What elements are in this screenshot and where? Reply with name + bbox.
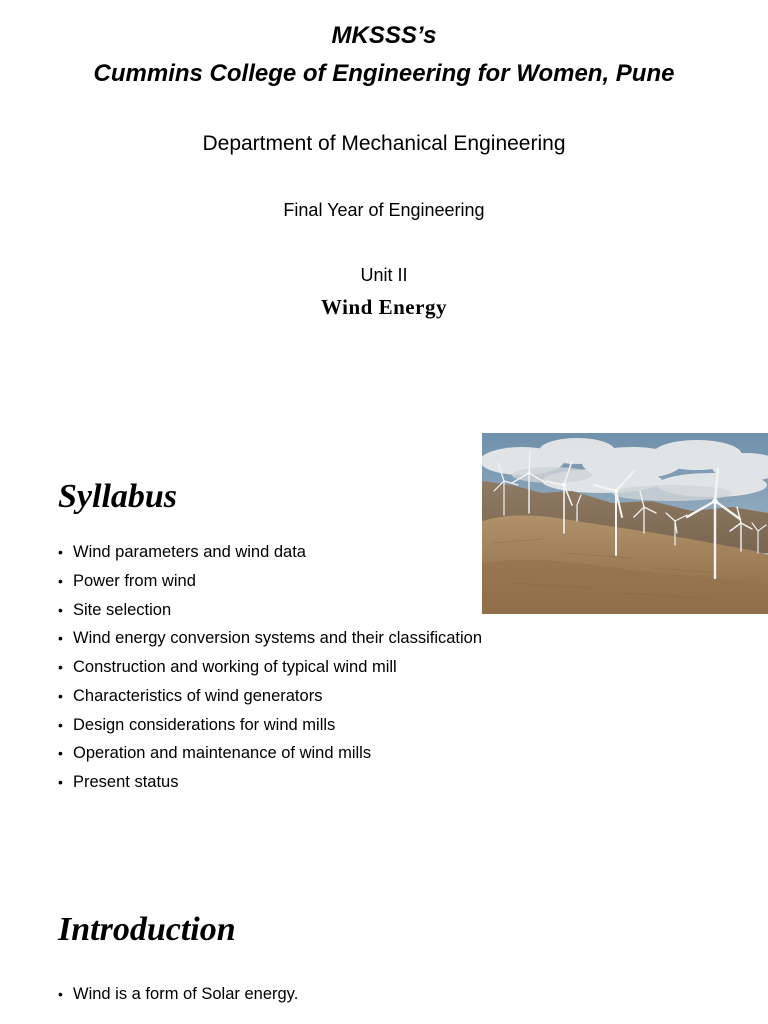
list-item	[58, 596, 482, 625]
syllabus-list	[58, 538, 482, 797]
bullet-icon: •	[58, 601, 63, 618]
bullet-icon: •	[58, 986, 63, 1002]
department-title: Department of Mechanical Engineering	[202, 132, 566, 155]
bullet-icon: •	[58, 659, 63, 675]
list-item-text: Design considerations for wind mills	[73, 715, 336, 734]
list-item	[58, 711, 482, 740]
list-item	[58, 538, 482, 567]
introduction-list	[58, 980, 298, 1009]
list-item	[58, 980, 298, 1009]
list-item	[58, 624, 482, 653]
list-item-text: Power from wind	[73, 571, 196, 590]
bullet-icon: •	[58, 687, 63, 704]
topic-title: Wind Energy	[321, 295, 447, 319]
syllabus-heading: Syllabus	[58, 478, 178, 515]
list-item-text: Characteristics of wind generators	[73, 686, 323, 705]
list-item-text: Present status	[73, 773, 179, 791]
list-item	[58, 768, 482, 797]
year-title: Final Year of Engineering	[283, 200, 485, 220]
list-item-text: Operation and maintenance of wind mills	[73, 744, 372, 763]
bullet-icon: •	[58, 716, 63, 733]
list-item-text: Wind is a form of Solar energy.	[73, 985, 299, 1003]
list-item-text: Construction and working of typical wind mill	[73, 658, 397, 676]
list-item-text: Site selection	[73, 600, 172, 619]
list-item	[58, 653, 482, 682]
list-item-text: Wind energy conversion systems and their classification	[73, 629, 483, 648]
org-title: MKSSS’s	[331, 22, 437, 49]
list-item	[58, 739, 482, 768]
list-item	[58, 567, 482, 596]
unit-title: Unit II	[360, 265, 408, 285]
wind-farm-photo	[482, 433, 768, 614]
bullet-icon: •	[58, 774, 63, 790]
bullet-icon: •	[58, 630, 63, 647]
list-item-text: Wind parameters and wind data	[73, 543, 306, 561]
bullet-icon: •	[58, 544, 63, 560]
introduction-heading: Introduction	[58, 911, 236, 948]
bullet-icon: •	[58, 572, 63, 589]
college-title: Cummins College of Engineering for Women, Pune	[93, 60, 675, 87]
bullet-icon: •	[58, 745, 63, 762]
list-item	[58, 682, 482, 711]
